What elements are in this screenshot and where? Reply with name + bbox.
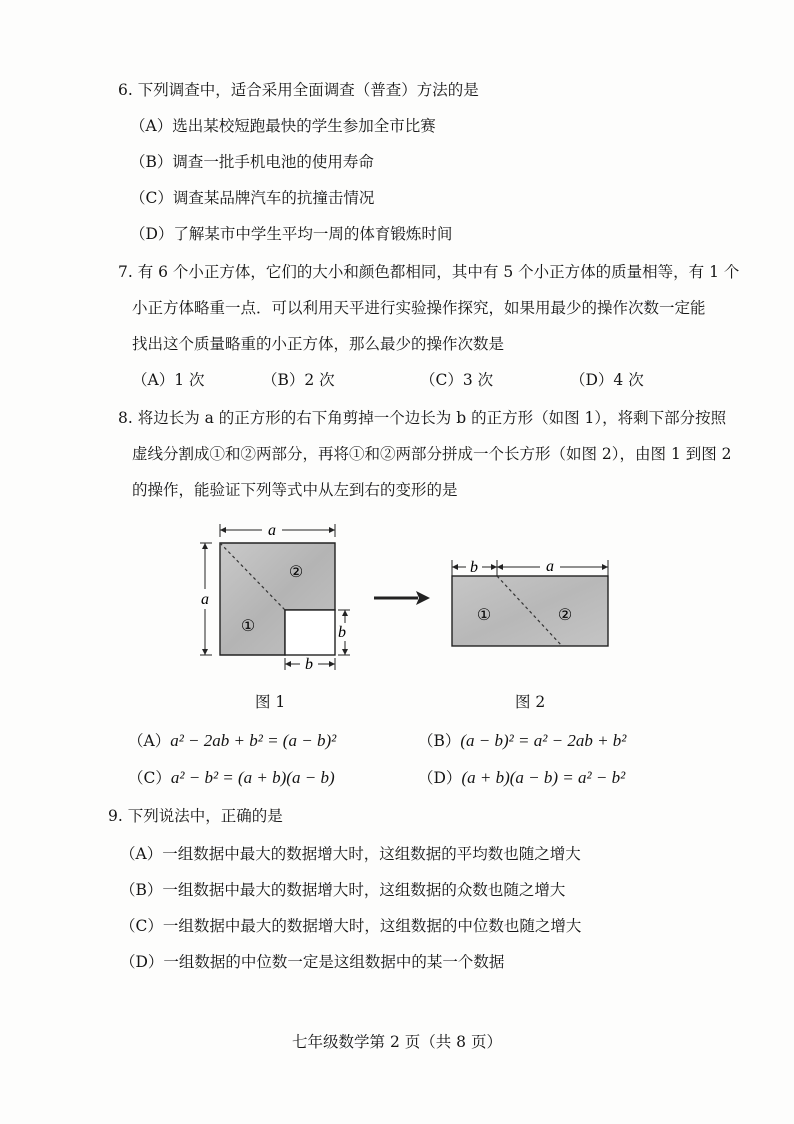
q9-option-b: （B）一组数据中最大的数据增大时，这组数据的众数也随之增大 [120,881,566,899]
fig1-region-2: ② [288,562,304,581]
q8-option-d-label: （D） [418,769,462,787]
q7-option-c: （C）3 次 [420,371,494,389]
fig1-label-b-right: b [338,624,346,641]
q6-option-c: （C）调查某品牌汽车的抗撞击情况 [130,189,375,207]
fig2-arrowhead [452,564,458,570]
fig1-arrowhead [220,527,226,533]
q9-stem: 9. 下列说法中，正确的是 [108,807,283,825]
q7-option-d: （D）4 次 [570,371,644,389]
q8-option-c [128,768,335,788]
q8-option-b-expr: (a − b)² = a² − 2ab + b² [460,731,627,750]
transform-arrow-icon [372,588,432,608]
q8-option-a-label: （A） [128,732,171,750]
fig1-arrowhead [202,543,208,549]
q6-option-b: （B）调查一批手机电池的使用寿命 [130,153,374,171]
q8-option-a [128,731,336,751]
fig1-label-a-left: a [201,591,209,608]
fig1-arrowhead [202,649,208,655]
q6-option-d: （D）了解某市中学生平均一周的体育锻炼时间 [130,225,453,243]
figure-2 [440,550,615,660]
fig1-caption: 图 1 [255,693,286,711]
fig2-label-b: b [470,559,478,576]
fig2-label-a: a [546,558,554,575]
q8-line-2: 虚线分割成①和②两部分，再将①和②两部分拼成一个长方形（如图 2），由图 1 到图 2 [132,445,732,463]
figure-1 [190,515,370,685]
q9-option-c: （C）一组数据中最大的数据增大时，这组数据的中位数也随之增大 [120,917,582,935]
fig2-region-2: ② [557,605,573,624]
q6-stem: 6. 下列调查中，适合采用全面调查（普查）方法的是 [118,81,479,99]
q8-option-b [418,731,626,751]
q8-line-3: 的操作，能验证下列等式中从左到右的变形的是 [132,481,458,499]
page-footer: 七年级数学第 2 页（共 8 页） [292,1033,502,1051]
q7-line-1: 7. 有 6 个小正方体，它们的大小和颜色都相同，其中有 5 个小正方体的质量相等，有 1 个 [118,263,740,281]
q6-option-a: （A）选出某校短跑最快的学生参加全市比赛 [130,117,436,135]
q8-line-1: 8. 将边长为 a 的正方形的右下角剪掉一个边长为 b 的正方形（如图 1），将剩下部分按照 [118,409,727,427]
fig2-region-1: ① [476,605,492,624]
fig1-cut-square [285,610,335,655]
q8-option-c-label: （C） [128,769,171,787]
fig1-label-a-top: a [268,522,276,539]
fig1-arrowhead [342,610,348,616]
fig1-arrowhead [342,649,348,655]
fig2-caption: 图 2 [515,693,546,711]
q9-option-a: （A）一组数据中最大的数据增大时，这组数据的平均数也随之增大 [120,845,581,863]
q8-option-a-expr: a² − 2ab + b² = (a − b)² [170,731,337,750]
fig2-arrowhead [491,564,497,570]
fig1-arrowhead [285,661,291,667]
q7-option-a: （A）1 次 [132,371,205,389]
q8-option-d [418,768,625,788]
transform-arrow-head [416,591,430,605]
fig1-region-1: ① [240,616,256,635]
fig1-arrowhead [329,527,335,533]
q8-option-b-label: （B） [418,732,461,750]
fig1-label-b-bottom: b [305,656,313,673]
q9-option-d: （D）一组数据的中位数一定是这组数据中的某一个数据 [120,953,505,971]
fig2-arrowhead [602,564,608,570]
q7-option-b: （B）2 次 [262,371,335,389]
q7-line-2: 小正方体略重一点．可以利用天平进行实验操作探究，如果用最少的操作次数一定能 [132,299,706,317]
q7-line-3: 找出这个质量略重的小正方体，那么最少的操作次数是 [132,335,505,353]
q8-option-d-expr: (a + b)(a − b) = a² − b² [461,768,626,787]
fig1-arrowhead [329,661,335,667]
fig2-arrowhead [497,564,503,570]
q8-option-c-expr: a² − b² = (a + b)(a − b) [170,768,335,787]
